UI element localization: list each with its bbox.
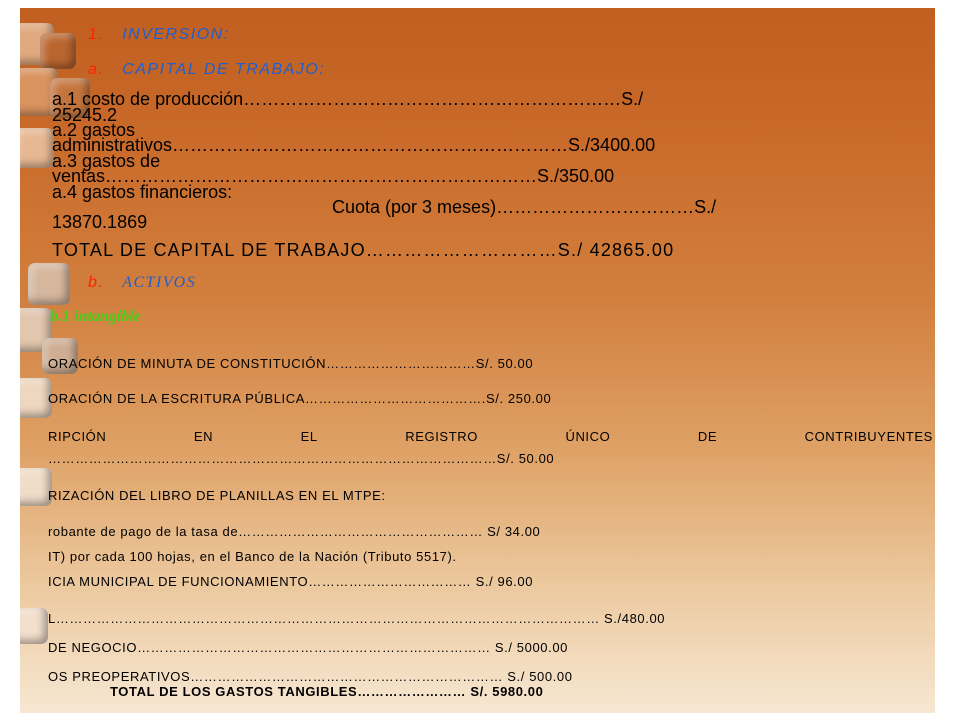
ruc-word: REGISTRO [405, 429, 478, 444]
heading-inversion [88, 26, 230, 44]
row-escritura: ORACIÓN DE LA ESCRITURA PÚBLICA………………………………….S/. 250.00 [48, 391, 552, 406]
heading-text: INVERSION: [122, 26, 230, 43]
heading-number: b. [88, 274, 105, 291]
row-banco-nacion: IT) por cada 100 hojas, en el Banco de la Nación (Tributo 5517). [48, 549, 457, 564]
heading-text: ACTIVOS [122, 274, 197, 291]
ruc-word: RIPCIÓN [48, 429, 107, 444]
row-negocio: DE NEGOCIO…………………………………………………………………… S./ 5000.00 [48, 640, 568, 655]
row-inscripcion-ruc [48, 429, 933, 444]
ruc-word: CONTRIBUYENTES [804, 429, 933, 444]
row-comprobante: robante de pago de la tasa de……………………………………………… S/ 34.00 [48, 524, 541, 539]
a4-line1: a.4 gastos financieros: [52, 182, 233, 202]
heading-text: CAPITAL DE TRABAJO: [122, 61, 326, 78]
capital-total: TOTAL DE CAPITAL DE TRABAJO…………………………S./ 42865.00 [52, 240, 675, 260]
total-gastos-tangibles: TOTAL DE LOS GASTOS TANGIBLES…………………… S/. 5980.00 [110, 684, 544, 699]
ruc-word: ÚNICO [565, 429, 611, 444]
heading-activos [88, 274, 196, 292]
a3-line2: ventas………………………………………………………………S./350.00 [52, 166, 615, 186]
heading-number: a. [88, 61, 105, 78]
ruc-word: EN [193, 429, 214, 444]
row-ruc-amount: ………………………………………………………………………………………S/. 50.00 [48, 451, 555, 466]
heading-capital-de-trabajo [88, 61, 325, 79]
a1-line1: a.1 costo de producción………………………………………………………S./ [52, 89, 644, 109]
row-l: L………………………………………………………………………………………………………… S./480.00 [48, 611, 666, 626]
a4-line2: Cuota (por 3 meses)……………………………S./ [332, 197, 717, 217]
a2-line1: a.2 gastos [52, 120, 136, 140]
a1-line2: 25245.2 [52, 105, 118, 125]
a4-line3: 13870.1869 [52, 212, 148, 232]
heading-number: 1. [88, 26, 105, 43]
ruc-word: EL [300, 429, 318, 444]
ruc-word: DE [697, 429, 718, 444]
row-preoperativos: OS PREOPERATIVOS…………………………………………………………… S./ 500.00 [48, 669, 573, 684]
subheading-intangible: b.1 intangible [50, 308, 141, 325]
slide [20, 8, 935, 713]
row-libro-planillas: RIZACIÓN DEL LIBRO DE PLANILLAS EN EL MTPE: [48, 488, 386, 503]
row-licencia: ICIA MUNICIPAL DE FUNCIONAMIENTO……………………………… S./ 96.00 [48, 574, 534, 589]
a3-line1: a.3 gastos de [52, 151, 161, 171]
row-minuta: ORACIÓN DE MINUTA DE CONSTITUCIÓN……………………………S/. 50.00 [48, 356, 534, 371]
a2-line2: administrativos…………………………………………………………S./3400.00 [52, 135, 656, 155]
